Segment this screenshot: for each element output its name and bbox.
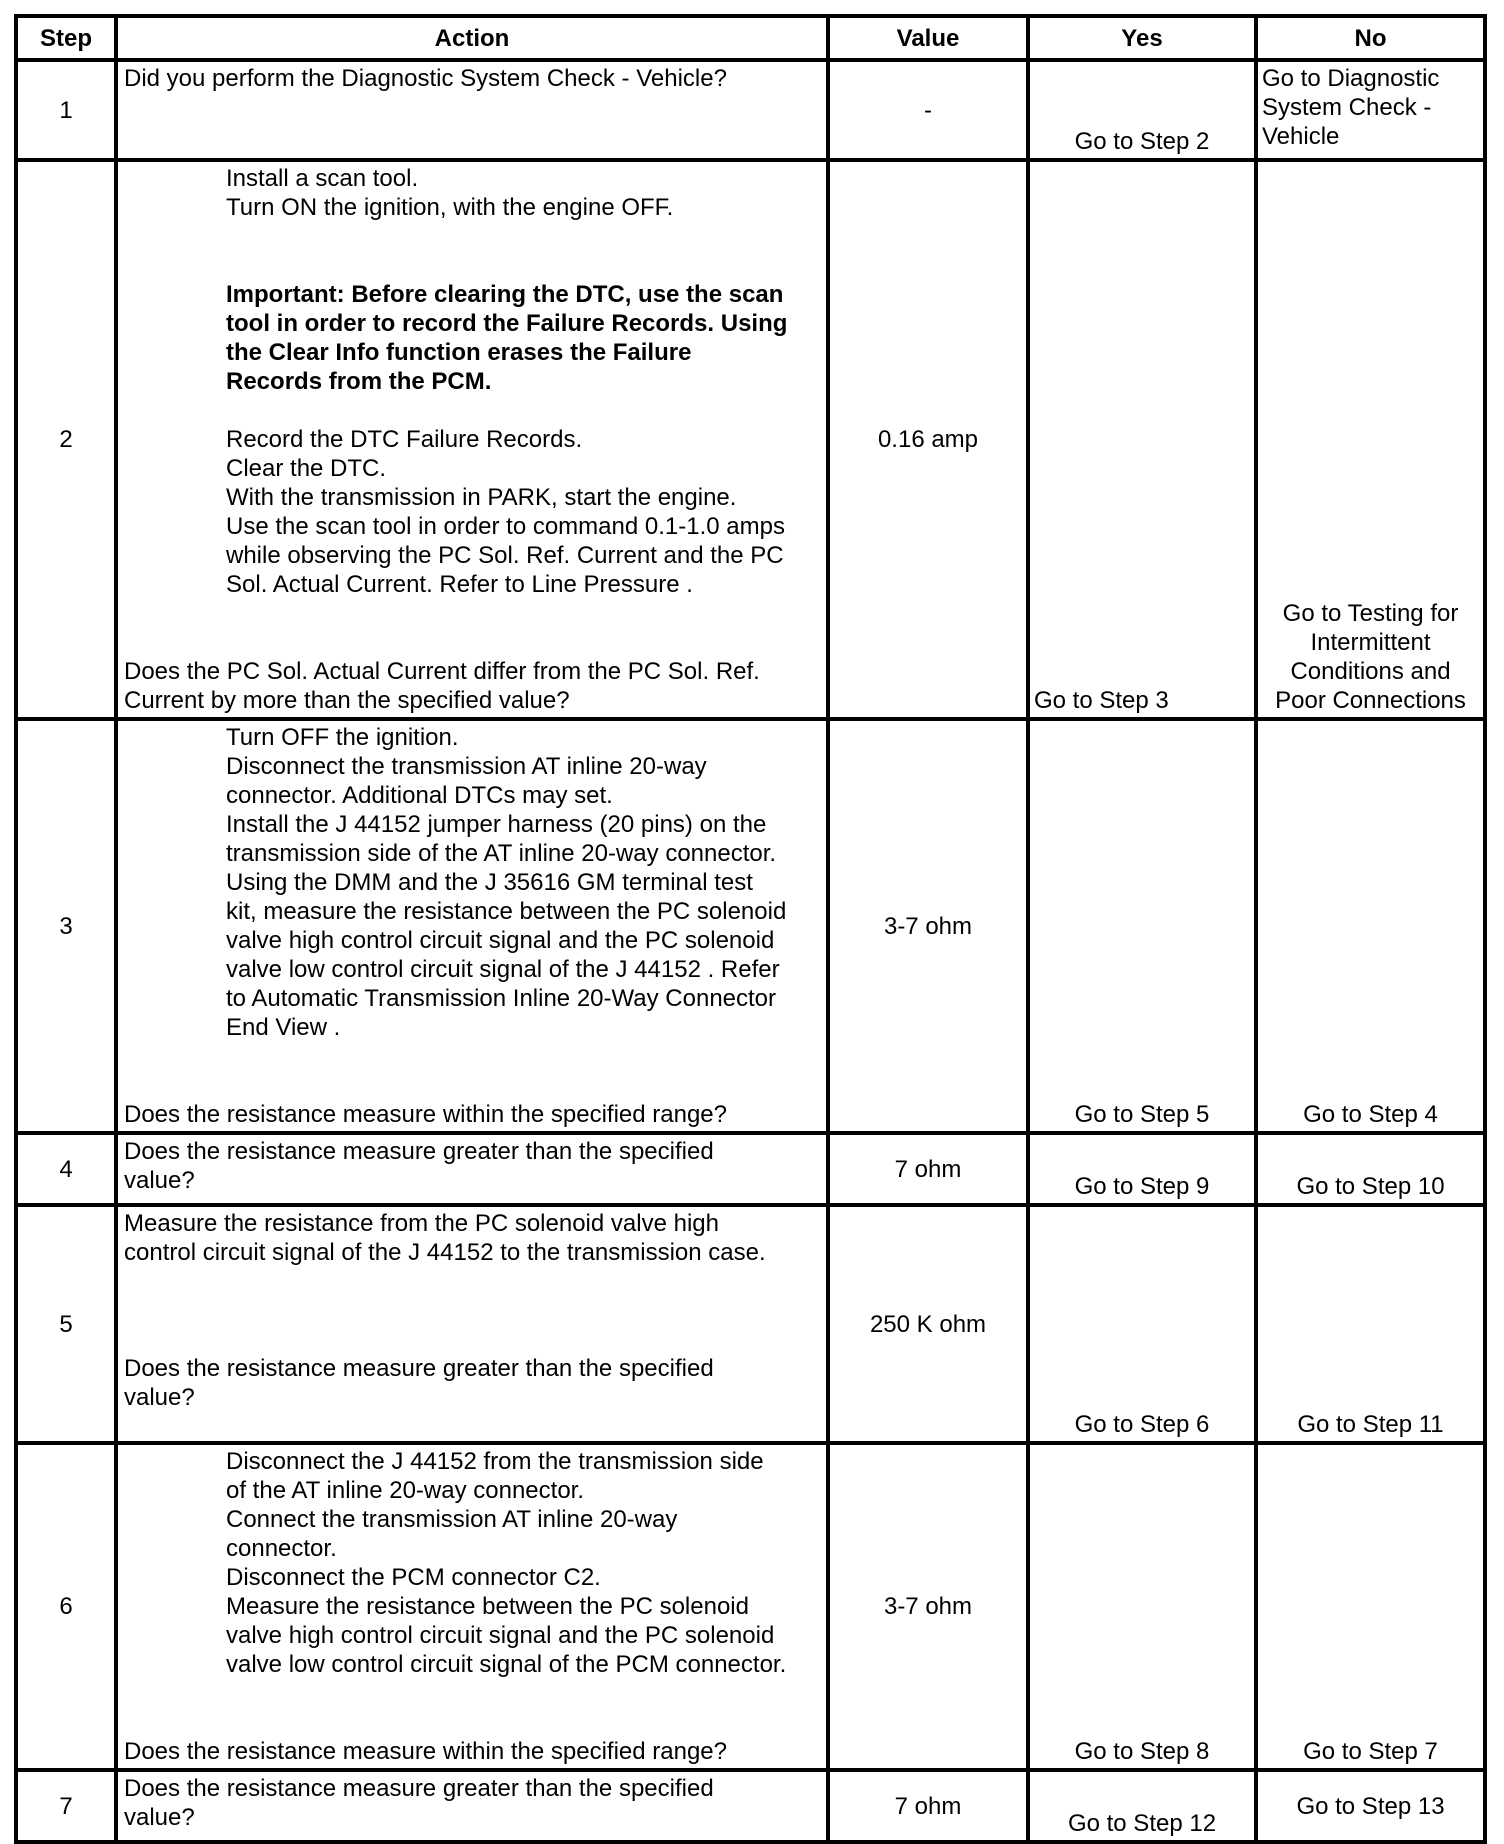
action-step: Disconnect the transmission AT inline 20-way [226, 753, 707, 780]
action-step: Clear the DTC. [226, 455, 387, 482]
value-cell: 0.16 amp [828, 160, 1028, 719]
header-row [16, 16, 1485, 60]
value-cell: 3-7 ohm [828, 719, 1028, 1133]
action-cell [116, 60, 828, 160]
important-line: the Clear Info function erases the Failure [226, 339, 692, 366]
action-step: valve low control circuit signal of the J 44152 . Refer [226, 956, 780, 983]
question-line: Does the PC Sol. Actual Current differ from the PC Sol. Ref. [124, 658, 760, 685]
no-line: System Check - [1262, 94, 1432, 121]
yes-cell: Go to Step 12 [1028, 1770, 1256, 1842]
no-cell: Go to Step 4 [1256, 719, 1485, 1133]
action-cell [116, 1205, 828, 1443]
action-step: to Automatic Transmission Inline 20-Way Connector [226, 985, 777, 1012]
no-line: Intermittent [1310, 629, 1431, 656]
table-row [16, 1443, 1485, 1770]
yes-cell: Go to Step 3 [1028, 160, 1256, 719]
action-cell [116, 160, 828, 719]
question-line: Does the resistance measure greater than the specified [124, 1138, 714, 1165]
action-step: valve low control circuit signal of the PCM connector. [226, 1651, 787, 1678]
value-cell: 3-7 ohm [828, 1443, 1028, 1770]
important-line: Important: Before clearing the DTC, use the scan [226, 281, 784, 308]
question-line: value? [124, 1167, 195, 1194]
yes-cell: Go to Step 9 [1028, 1133, 1256, 1205]
action-step: Disconnect the PCM connector C2. [226, 1564, 601, 1591]
action-steps [124, 164, 820, 599]
step-number: 5 [16, 1205, 116, 1443]
action-line: Measure the resistance from the PC solenoid valve high [124, 1210, 719, 1237]
action-step: of the AT inline 20-way connector. [226, 1477, 584, 1504]
diagnostic-table [14, 14, 1487, 1844]
action-cell [116, 1133, 828, 1205]
action-step: Disconnect the J 44152 from the transmission side [226, 1448, 764, 1475]
action-step: while observing the PC Sol. Ref. Current and the PC [226, 542, 784, 569]
action-step: Turn OFF the ignition. [226, 724, 459, 751]
header-value: Value [828, 16, 1028, 60]
table-row [16, 1205, 1485, 1443]
action-question: Does the resistance measure within the specified range? [124, 1738, 727, 1765]
yes-cell: Go to Step 6 [1028, 1205, 1256, 1443]
no-cell: Go to Step 10 [1256, 1133, 1485, 1205]
important-line: Records from the PCM. [226, 368, 492, 395]
action-step: Use the scan tool in order to command 0.1-1.0 amps [226, 513, 785, 540]
no-line: Conditions and [1290, 658, 1451, 685]
action-step: Record the DTC Failure Records. [226, 426, 583, 453]
no-cell: Go to Step 11 [1256, 1205, 1485, 1443]
action-question: Did you perform the Diagnostic System Check - Vehicle? [124, 65, 727, 92]
action-step: With the transmission in PARK, start the engine. [226, 484, 737, 511]
action-steps [124, 723, 820, 1042]
table-row [16, 1133, 1485, 1205]
yes-cell: Go to Step 5 [1028, 719, 1256, 1133]
question-line: Current by more than the specified value? [124, 687, 570, 714]
step-number: 1 [16, 60, 116, 160]
step-number: 2 [16, 160, 116, 719]
action-question: Does the resistance measure within the specified range? [124, 1101, 727, 1128]
action-step: valve high control circuit signal and the PC solenoid [226, 927, 775, 954]
no-line: Go to Diagnostic [1262, 65, 1440, 92]
table-row [16, 719, 1485, 1133]
no-line: Poor Connections [1275, 687, 1466, 714]
table-row [16, 160, 1485, 719]
action-step: valve high control circuit signal and the PC solenoid [226, 1622, 775, 1649]
important-line: tool in order to record the Failure Records. Using [226, 310, 788, 337]
no-cell: Go to Step 7 [1256, 1443, 1485, 1770]
action-step: Turn ON the ignition, with the engine OFF. [226, 194, 674, 221]
step-number: 4 [16, 1133, 116, 1205]
action-cell [116, 1443, 828, 1770]
header-yes: Yes [1028, 16, 1256, 60]
no-cell [1256, 160, 1485, 719]
question-line: value? [124, 1384, 195, 1411]
table-row [16, 1770, 1485, 1842]
yes-cell: Go to Step 2 [1028, 60, 1256, 160]
step-number: 3 [16, 719, 116, 1133]
action-step: kit, measure the resistance between the PC solenoid [226, 898, 787, 925]
action-cell [116, 1770, 828, 1842]
table-row [16, 60, 1485, 160]
yes-cell: Go to Step 8 [1028, 1443, 1256, 1770]
question-line: Does the resistance measure greater than the specified [124, 1775, 714, 1802]
no-cell [1256, 60, 1485, 160]
action-step: transmission side of the AT inline 20-way connector. [226, 840, 777, 867]
action-step: connector. [226, 1535, 337, 1562]
important-note [226, 280, 820, 396]
action-step: Using the DMM and the J 35616 GM terminal test [226, 869, 753, 896]
value-cell: - [828, 60, 1028, 160]
step-number: 7 [16, 1770, 116, 1842]
action-step: Connect the transmission AT inline 20-way [226, 1506, 678, 1533]
value-cell: 250 K ohm [828, 1205, 1028, 1443]
no-cell: Go to Step 13 [1256, 1770, 1485, 1842]
action-cell [116, 719, 828, 1133]
no-line: Go to Testing for [1282, 600, 1459, 627]
step-number: 6 [16, 1443, 116, 1770]
header-no: No [1256, 16, 1485, 60]
action-steps [124, 1447, 820, 1679]
action-step: End View . [226, 1014, 341, 1041]
question-line: value? [124, 1804, 195, 1831]
question-line: Does the resistance measure greater than the specified [124, 1355, 714, 1382]
action-step: Measure the resistance between the PC solenoid [226, 1593, 749, 1620]
action-line: control circuit signal of the J 44152 to the transmission case. [124, 1239, 766, 1266]
no-line: Vehicle [1262, 123, 1340, 150]
action-question [124, 657, 820, 715]
action-step: Install a scan tool. [226, 165, 419, 192]
value-cell: 7 ohm [828, 1133, 1028, 1205]
value-cell: 7 ohm [828, 1770, 1028, 1842]
action-step: Install the J 44152 jumper harness (20 pins) on the [226, 811, 767, 838]
header-action: Action [116, 16, 828, 60]
action-step: Sol. Actual Current. Refer to Line Pressure . [226, 571, 693, 598]
header-step: Step [16, 16, 116, 60]
action-step: connector. Additional DTCs may set. [226, 782, 613, 809]
